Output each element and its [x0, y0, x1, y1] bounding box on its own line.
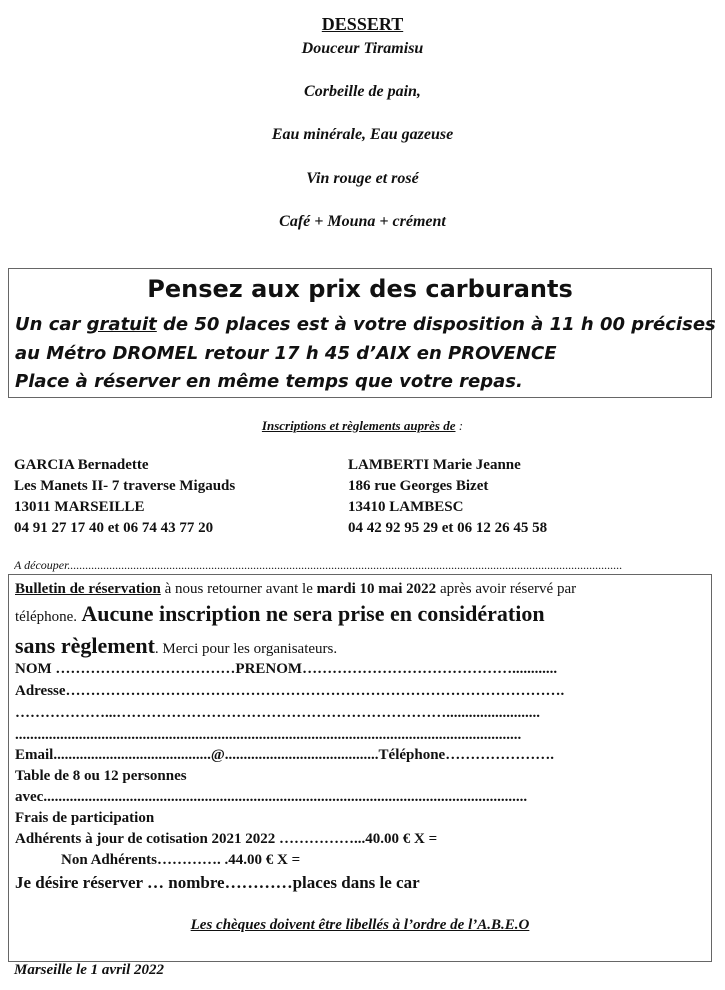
dessert-title: DESSERT: [321, 14, 404, 34]
menu-item: Douceur Tiramisu: [301, 40, 424, 57]
contact-name: LAMBERTI Marie Jeanne: [348, 457, 521, 473]
contact-name: GARCIA Bernadette: [14, 457, 149, 473]
warning-line: téléphone. Aucune inscription ne sera prise en considération: [15, 601, 545, 626]
menu-item: Corbeille de pain,: [304, 83, 421, 100]
warning-line-2: sans règlement. Merci pour les organisateurs.: [15, 633, 338, 658]
contact-street: Les Manets II- 7 traverse Migauds: [14, 478, 236, 494]
contact-street: 186 rue Georges Bizet: [348, 478, 489, 494]
menu-item: Café + Mouna + crément: [279, 213, 446, 230]
bus-line-1: Un car gratuit de 50 places est à votre disposition à 11 h 00 précises: [15, 314, 716, 335]
nonmembers-fee-line[interactable]: Non Adhérents…………. .44.00 € X =: [61, 852, 301, 868]
email-phone-field[interactable]: Email..........................................@.........................................Téléphone………………….: [15, 747, 554, 763]
reservation-form: [8, 574, 712, 962]
footer-date: Marseille le 1 avril 2022: [14, 962, 164, 978]
gratuit-word: gratuit: [86, 314, 157, 335]
address-field[interactable]: Adresse……………………………………………………………………………………….: [15, 683, 565, 699]
members-fee-line[interactable]: Adhérents à jour de cotisation 2021 2022 ……………...40.00 € X =: [15, 831, 438, 847]
address-field-3[interactable]: .......................................................................................................................................: [15, 727, 522, 743]
contact-phones: 04 91 27 17 40 et 06 74 43 77 20: [14, 520, 214, 536]
contact-phones: 04 42 92 95 29 et 06 12 26 45 58: [348, 520, 548, 536]
bus-seats-field[interactable]: Je désire réserver … nombre…………places dans le car: [15, 873, 420, 892]
table-companions-field[interactable]: avec.................................................................................................................................: [15, 789, 528, 805]
table-label: Table de 8 ou 12 personnes: [15, 768, 187, 784]
contacts-heading: Inscriptions et règlements auprès de :: [261, 418, 464, 433]
name-field[interactable]: NOM ………………………………PRENOM……………………………………............: [15, 661, 558, 677]
bus-line-3: Place à réserver en même temps que votre repas.: [15, 371, 523, 392]
bus-info-box: [8, 268, 716, 398]
contact-city: 13410 LAMBESC: [348, 499, 464, 515]
bus-title: Pensez aux prix des carburants: [147, 275, 573, 303]
menu-item: Eau minérale, Eau gazeuse: [271, 126, 454, 143]
cheques-note: Les chèques doivent être libellés à l’ordre de l’A.B.E.O: [190, 917, 530, 933]
menu-item: Vin rouge et rosé: [306, 170, 419, 187]
contact-right: [348, 455, 547, 539]
contact-city: 13011 MARSEILLE: [14, 499, 145, 515]
fees-label: Frais de participation: [15, 810, 155, 826]
bus-line-2: au Métro DROMEL retour 17 h 45 d’AIX en PROVENCE: [15, 343, 557, 364]
bulletin-line: Bulletin de réservation à nous retourner avant le mardi 10 mai 2022 après avoir réservé par: [15, 581, 577, 597]
contact-left: [14, 455, 235, 539]
address-field-2[interactable]: ………………...………………………………………………………….........................: [15, 705, 540, 721]
cut-line: A découper.........................................................................................................................................................................................: [14, 558, 623, 572]
